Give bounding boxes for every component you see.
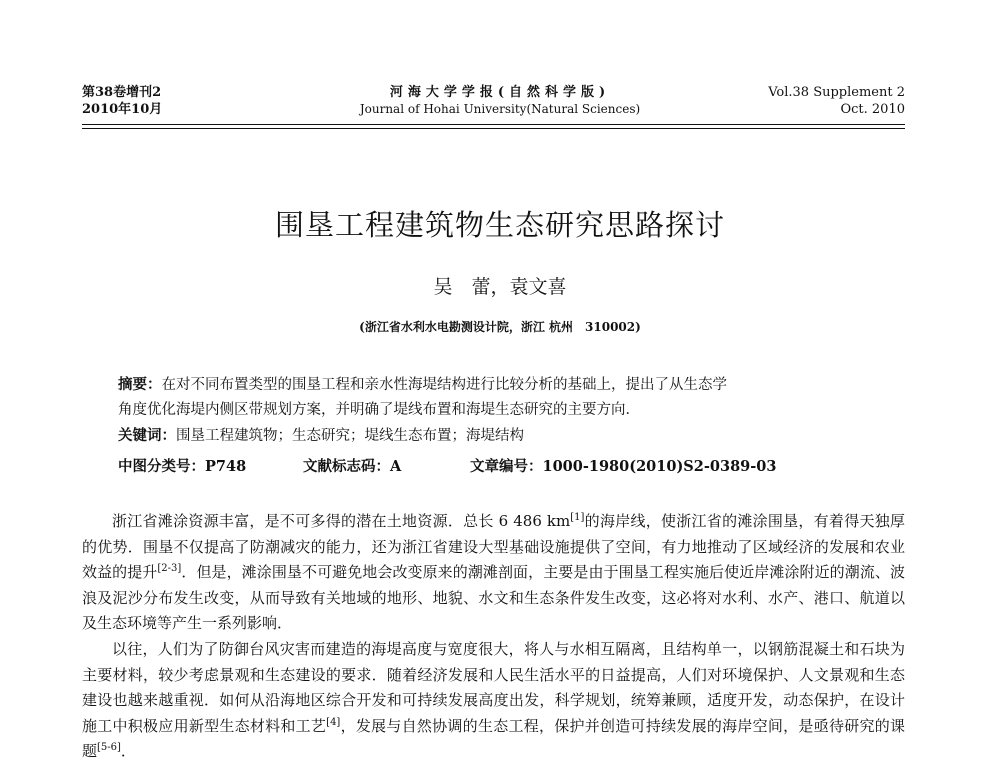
volume-en: Vol.38 Supplement 2	[768, 85, 905, 100]
journal-name-cn: 河海大学学报(自然科学版)	[389, 85, 611, 100]
journal-volume-en	[768, 84, 905, 118]
paragraph-1: 浙江省滩涂资源丰富，是不可多得的潜在土地资源．总长 6 486 km[1]的海岸线，使浙江省的滩涂围垦，有着得天独厚的优势．围垦不仅提高了防潮减灾的能力，还为浙江省建设大型基础设施提供了空间，有力地推动了区域经济的发展和农业效益的提升[2-3]．但是，滩涂围垦不可避免地会改变原来的潮滩剖面，主要是由于围垦工程实施后使近岸滩涂附近的潮流、波浪及泥沙分布发生改变，从而导致有关地域的地形、地貌、水文和生态条件发生改变，这必将对水利、水产、港口、航道以及生态环境等产生一系列影响．	[82, 512, 905, 633]
clc-number: 中图分类号：P748	[118, 458, 247, 475]
document-code: 文献标志码：A	[303, 458, 402, 475]
keywords: 围垦工程建筑物；生态研究；堤线生态布置；海堤结构	[176, 428, 524, 444]
article-number: 文章编号：1000-1980(2010)S2-0389-03	[470, 458, 777, 475]
journal-name-en: Journal of Hohai University(Natural Sciences)	[359, 102, 641, 116]
citation: [1]	[570, 512, 585, 523]
keywords-label: 关键词：	[118, 427, 176, 444]
abstract-block	[118, 372, 878, 449]
abstract-text-1: 在对不同布置类型的围垦工程和亲水性海堤结构进行比较分析的基础上，提出了从生态学	[161, 377, 727, 393]
issue-date: 2010年10月	[82, 102, 163, 117]
citation: [4]	[326, 716, 341, 728]
author-affiliation: (浙江省水利水电勘测设计院，浙江 杭州 310002)	[359, 320, 641, 334]
paper-authors: 吴 蕾，袁文喜	[433, 276, 567, 298]
header-rule-thick	[82, 124, 905, 125]
date-en: Oct. 2010	[840, 102, 905, 117]
paper-title: 围垦工程建筑物生态研究思路探讨	[274, 208, 725, 242]
header-rule-thin	[82, 128, 905, 129]
volume-issue: 第38卷增刊2	[82, 85, 162, 100]
paragraph-2: 以往，人们为了防御台风灾害而建造的海堤高度与宽度很大，将人与水相互隔离，且结构单一，以钢筋混凝土和石块为主要材料，较少考虑景观和生态建设的要求．随着经济发展和人民生活水平的日益提高，人们对环境保护、人文景观和生态建设也越来越重视．如何从沿海地区综合开发和可持续发展高度出发，科学规划，统筹兼顾，适度开发，动态保护，在设计施工中积极应用新型生态材料和工艺[4]，发展与自然协调的生态工程，保护并创造可持续发展的海岸空间，是亟待研究的课题[5-6]．	[82, 639, 905, 761]
abstract-label: 摘要：	[118, 376, 162, 393]
abstract-text-2: 角度优化海堤内侧区带规划方案，并明确了堤线布置和海堤生态研究的主要方向．	[118, 402, 640, 418]
body-text	[82, 509, 905, 765]
citation: [2-3]	[157, 563, 182, 575]
citation: [5-6]	[97, 742, 121, 754]
